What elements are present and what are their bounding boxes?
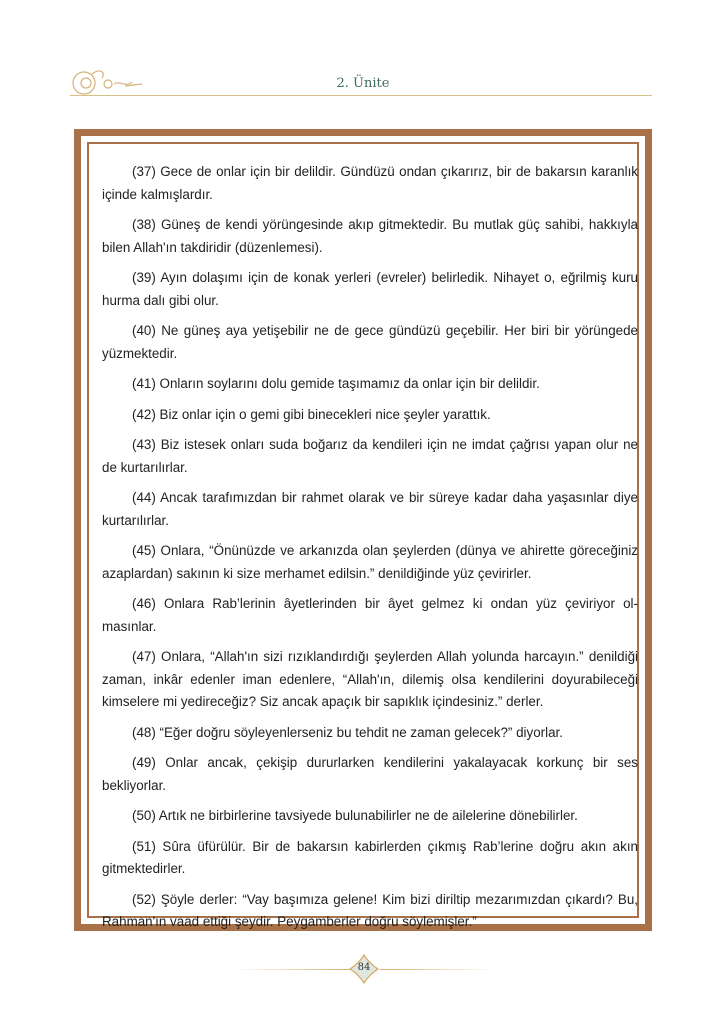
verses-content: [102, 161, 638, 942]
verse-paragraph: (50) Artık ne birbirlerine tavsiyede bulunabilirler ne de ailelerine dönebilirler.: [132, 808, 578, 823]
verse-paragraph: (38) Güneş de kendi yörüngesinde akıp gitmektedir. Bu mutlak güç sahibi, hakkıyla bilen Allah'ın takdiridir (düzenlemesi).: [102, 217, 638, 255]
verse-paragraph: (41) Onların soylarını dolu gemide taşımamız da onlar için bir delildir.: [132, 376, 540, 391]
verse-paragraph: (40) Ne güneş aya yetişebilir ne de gece gündüzü geçebilir. Her biri bir yörüngede yüzmektedir.: [102, 323, 638, 361]
verse-paragraph: (47) Onlara, “Allah'ın sizi rızıklandırdığı şeylerden Allah yolunda harcayın.” denildiği zaman, inkâr edenler iman edenlere, “Allah'ın, dilemiş olsa kendilerini doyurabileceği kimselere mi yedireceğiz? Siz ancak apaçık bir sapıklık içindesiniz.” derler.: [102, 649, 638, 709]
unit-title: 2. Ünite: [336, 76, 390, 91]
verse-paragraph: (52) Şöyle derler: “Vay başımıza gelene! Kim bizi diriltip mezarımızdan çıkardı? Bu, Rahman'ın vaad ettiği şeydir. Peygamberler doğru söylemişler.”: [102, 891, 638, 929]
verse-paragraph: (37) Gece de onlar için bir delildir. Gündüzü ondan çıkarırız, bir de bakarsın karanlık içinde kalmışlardır.: [102, 164, 638, 202]
verse-paragraph: (49) Onlar ancak, çekişip dururlarken kendilerini yakalayacak korkunç bir ses bekliyorlar.: [102, 755, 638, 793]
verse-paragraph: (46) Onlara Rab’lerinin âyetlerinden bir âyet gelmez ki ondan yüz çeviriyor olmasınlar.: [102, 596, 638, 634]
text-frame-inner: [87, 142, 639, 929]
verse-paragraph: (51) Sûra üfürülür. Bir de bakarsın kabirlerden çıkmış Rab’lerine doğru akın akın gitmektedirler.: [102, 838, 638, 876]
verse-paragraph: (42) Biz onlar için o gemi gibi binecekleri nice şeyler yarattık.: [132, 406, 491, 422]
verse-paragraph: (48) “Eğer doğru söyleyenlerseniz bu tehdit ne zaman gelecek?” diyorlar.: [132, 724, 563, 740]
footer-rule-left: [232, 969, 350, 970]
verse-paragraph: (43) Biz istesek onları suda boğarız da kendileri için ne imdat çağrısı yapan olur ne de kurtarılırlar.: [102, 437, 638, 475]
page-number: 84: [357, 962, 371, 973]
verse-paragraph: (45) Onlara, “Önünüzde ve arkanızda olan şeylerden (dünya ve ahirette göreceğiniz azaplardan) sakının ki size merhamet edilsin.” denildiğinde yüz çevirirler.: [102, 543, 638, 581]
verse-paragraph: (44) Ancak tarafımızdan bir rahmet olarak ve bir süreye kadar daha yaşasınlar diye kurtarılırlar.: [102, 490, 638, 528]
header-rule: [70, 95, 652, 96]
text-frame: [74, 129, 652, 931]
footer-rule-right: [380, 969, 495, 970]
verse-paragraph: (39) Ayın dolaşımı için de konak yerleri (evreler) belirledik. Nihayet o, eğrilmiş kuru hurma dalı gibi olur.: [102, 270, 638, 308]
